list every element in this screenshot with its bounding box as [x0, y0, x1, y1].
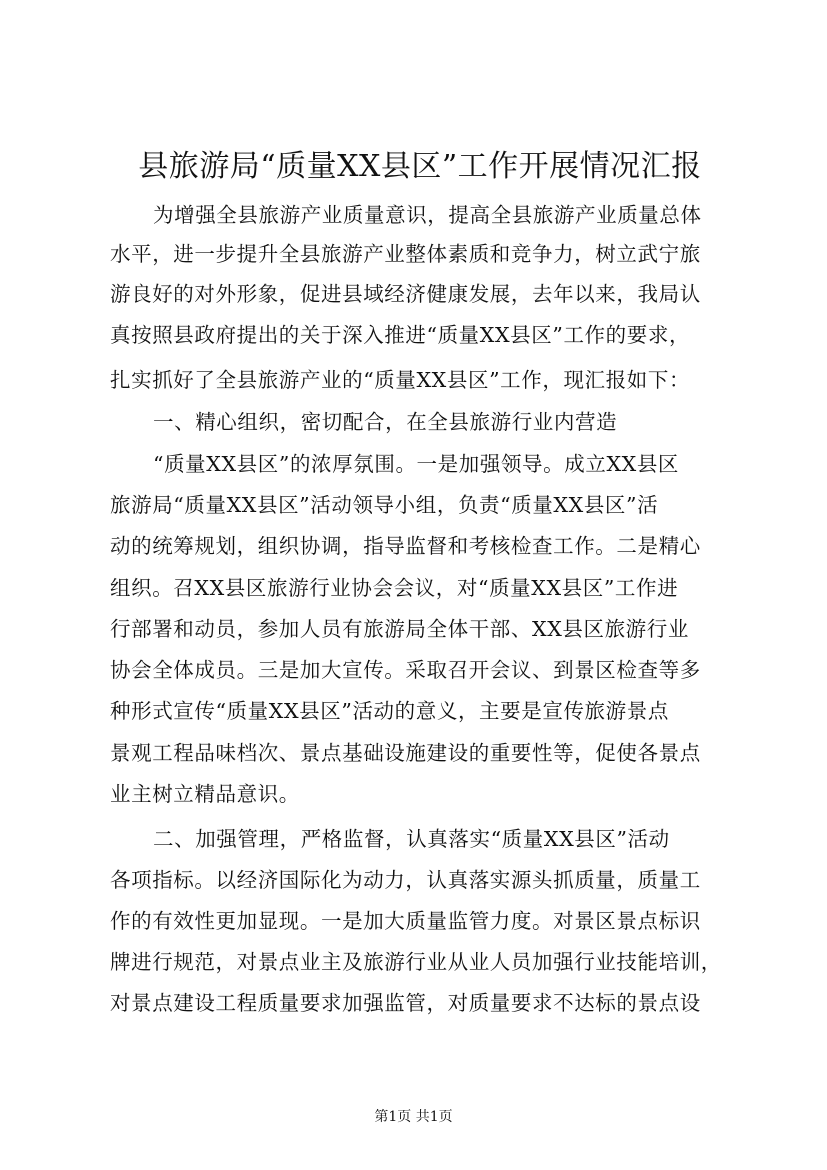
body-line-17: 各项指标。以经济国际化为动力，认真落实源头抓质量，质量工 — [110, 868, 701, 892]
body-line-18: 作的有效性更加显现。一是加大质量监管力度。对景区景点标识 — [110, 909, 701, 933]
section-heading-2: 二、加强管理，严格监督，认真落实“质量XX县区”活动 — [153, 827, 670, 851]
section-heading-1: 一、精心组织，密切配合，在全县旅游行业内营造 — [153, 410, 618, 434]
body-line-3: 游良好的对外形象，促进县域经济健康发展，去年以来，我局认 — [110, 282, 701, 306]
body-line-9: 动的统筹规划，组织协调，指导监督和考核检查工作。二是精心 — [110, 534, 701, 558]
page-number-footer: 第1页 共1页 — [374, 1109, 453, 1125]
body-line-10: 组织。召XX县区旅游行业协会会议，对“质量XX县区”工作进 — [110, 576, 679, 600]
document-title: 县旅游局“质量XX县区”工作开展情况汇报 — [138, 149, 702, 184]
body-line-11: 行部署和动员，参加人员有旅游局全体干部、XX县区旅游行业 — [110, 617, 689, 641]
body-line-12: 协会全体成员。三是加大宣传。采取召开会议、到景区检查等多 — [110, 658, 701, 682]
body-line-15: 业主树立精品意识。 — [110, 782, 300, 806]
body-line-8: 旅游局“质量XX县区”活动领导小组，负责“质量XX县区”活 — [110, 493, 659, 517]
body-line-1: 为增强全县旅游产业质量意识，提高全县旅游产业质量总体 — [153, 203, 702, 227]
body-line-7: “质量XX县区”的浓厚氛围。一是加强领导。成立XX县区 — [153, 452, 680, 476]
body-line-14: 景观工程品味档次、景点基础设施建设的重要性等，促使各景点 — [110, 741, 701, 765]
body-line-19: 牌进行规范，对景点业主及旅游行业从业人员加强行业技能培训， — [110, 950, 722, 974]
body-line-2: 水平，进一步提升全县旅游产业整体素质和竞争力，树立武宁旅 — [110, 242, 701, 266]
body-line-4: 真按照县政府提出的关于深入推进“质量XX县区”工作的要求， — [110, 323, 691, 347]
body-line-20: 对景点建设工程质量要求加强监管，对质量要求不达标的景点设 — [110, 991, 701, 1015]
body-line-5: 扎实抓好了全县旅游产业的“质量XX县区”工作，现汇报如下： — [110, 368, 691, 392]
body-line-13: 种形式宣传“质量XX县区”活动的意义，主要是宣传旅游景点 — [110, 699, 669, 723]
